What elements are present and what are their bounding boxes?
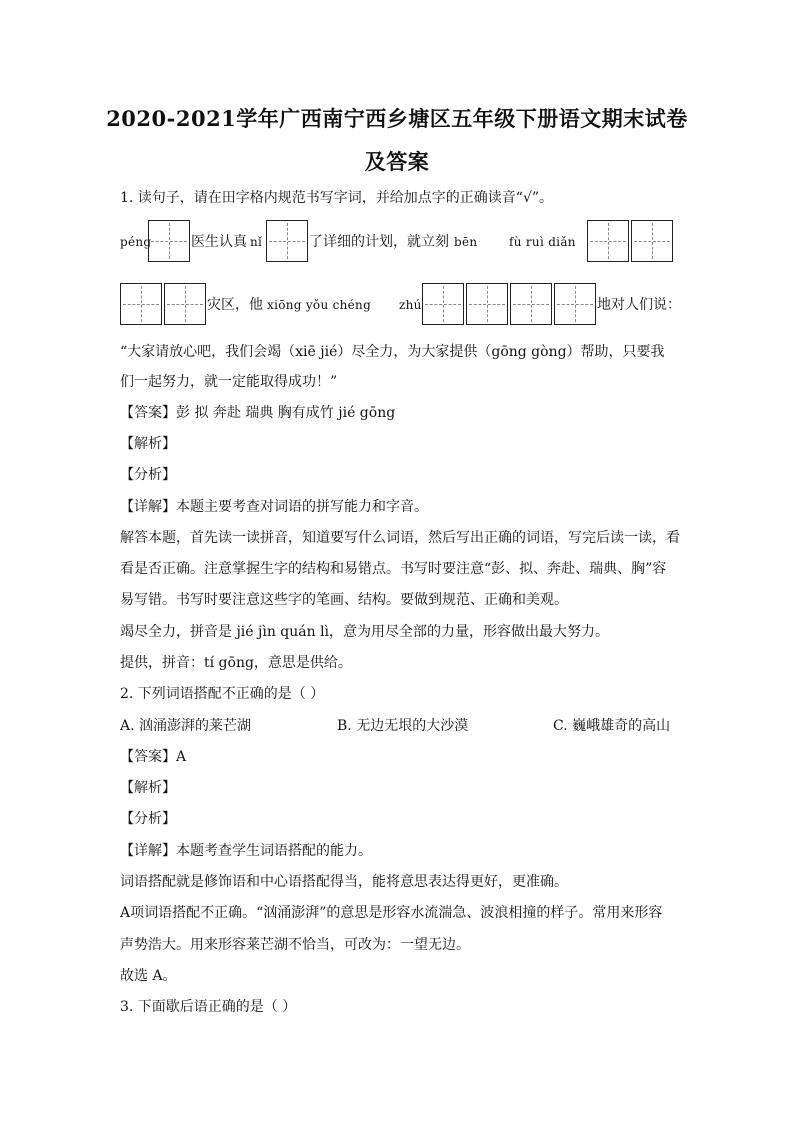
tian-grid-box[interactable] [510, 283, 552, 325]
tian-grid-box[interactable] [120, 283, 162, 325]
q2-answer: 【答案】A [120, 749, 187, 765]
q1-jiexi-label: 【解析】 [120, 436, 176, 452]
q1-prompt: 1. 读句子，请在田字格内规范书写字词，并给加点字的正确读音“√”。 [120, 190, 554, 206]
q1-fenxi-label: 【分析】 [120, 467, 176, 483]
q2-option-c: C. 巍峨雄奇的高山 [553, 718, 671, 734]
q1-line1-seg1: 医生认真 [191, 234, 247, 250]
q1-para-line3: 易写错。书写时要注意这些字的笔画、结构。要做到规范、正确和美观。 [120, 592, 568, 608]
q1-para-line5: 提供，拼音：tí gōng，意思是供给。 [120, 655, 352, 671]
q2-para-line1: 词语搭配就是修饰语和中心语搭配得当，能将意思表达得更好，更准确。 [120, 874, 568, 890]
pinyin-furuidian: fù ruì diǎn [509, 235, 576, 249]
q2-para-line2: A项词语搭配不正确。“汹涌澎湃”的意思是形容水流湍急、波浪相撞的样子。常用来形容 [120, 905, 663, 921]
q2-option-b: B. 无边无垠的大沙漠 [337, 718, 469, 734]
pinyin-zhu: zhú [399, 298, 422, 312]
q1-line2-seg1: 灾区，他 [207, 297, 263, 313]
tian-grid-box[interactable] [554, 283, 596, 325]
tian-grid-box[interactable] [266, 220, 308, 262]
q1-detail: 【详解】本题主要考查对词语的拼写能力和字音。 [120, 499, 428, 515]
q1-answer: 【答案】彭 拟 奔赴 瑞典 胸有成竹 jié gōng [120, 405, 396, 421]
pinyin-peng: péng [120, 235, 152, 249]
q1-line1-seg2: 了详细的计划，就立刻 [309, 234, 449, 250]
doc-title-line1: 2020-2021学年广西南宁西乡塘区五年级下册语文期末试卷 [106, 106, 688, 131]
tian-grid-box[interactable] [422, 283, 464, 325]
pinyin-ben: bēn [454, 235, 478, 249]
q3-prompt: 3. 下面歇后语正确的是（ ） [120, 999, 297, 1015]
pinyin-xiongyoucheng: xiōng yǒu chéng [267, 298, 372, 312]
pinyin-ni: nǐ [250, 235, 263, 249]
q1-para-line1: 解答本题，首先读一读拼音，知道要写什么词语，然后写出正确的词语，写完后读一读，看 [120, 530, 680, 546]
q1-quote-line1: “大家请放心吧，我们会竭（xiē jié）尽全力，为大家提供（gōng gòng）帮助，只要我 [120, 344, 665, 360]
q2-jiexi-label: 【解析】 [120, 780, 176, 796]
q2-para-line3: 声势浩大。用来形容莱芒湖不恰当，可改为：一望无边。 [120, 937, 470, 953]
tian-grid-box[interactable] [148, 220, 190, 262]
tian-grid-box[interactable] [587, 220, 629, 262]
q2-detail: 【详解】本题考查学生词语搭配的能力。 [120, 843, 372, 859]
tian-grid-box[interactable] [164, 283, 206, 325]
q2-prompt: 2. 下列词语搭配不正确的是（ ） [120, 686, 325, 702]
tian-grid-box[interactable] [631, 220, 673, 262]
q1-para-line4: 竭尽全力，拼音是 jié jìn quán lì，意为用尽全部的力量，形容做出最大努力。 [120, 624, 610, 640]
q1-para-line2: 看是否正确。注意掌握生字的结构和易错点。书写时要注意“彭、拟、奔赴、瑞典、胸”容 [120, 561, 667, 577]
q2-option-a: A. 汹涌澎湃的莱芒湖 [120, 718, 252, 734]
doc-title-line2: 及答案 [364, 149, 430, 174]
q1-line2-seg2: 地对人们说： [597, 297, 681, 313]
q1-quote-line2: 们一起努力，就一定能取得成功！” [120, 374, 338, 390]
q2-fenxi-label: 【分析】 [120, 811, 176, 827]
tian-grid-box[interactable] [466, 283, 508, 325]
q2-para-line4: 故选 A。 [120, 968, 177, 984]
